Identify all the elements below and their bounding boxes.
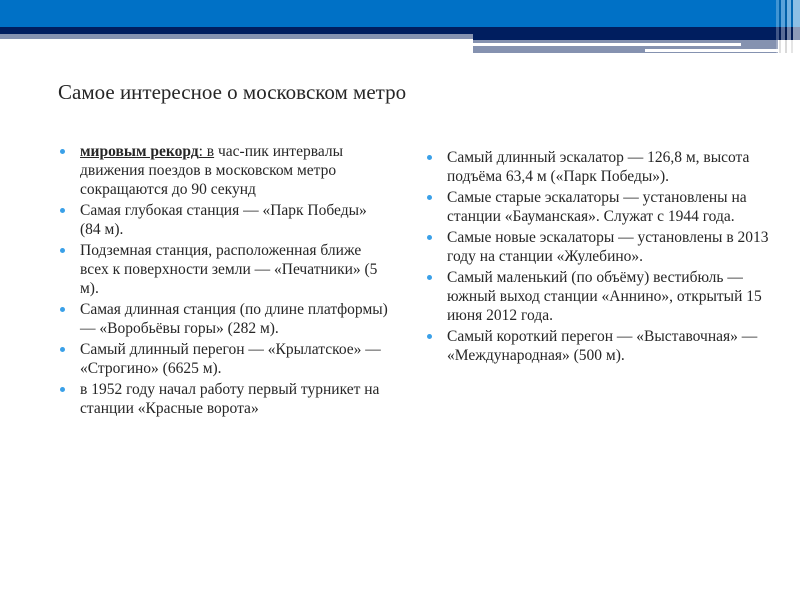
item-text: Самый длинный перегон — «Крылатское» — «Строгино» (6625 м).: [80, 341, 381, 377]
header-bar-navy-right: [473, 27, 800, 40]
list-item: [425, 188, 770, 226]
list-item: [58, 340, 388, 378]
bullet-icon: [427, 334, 432, 339]
bullet-icon: [60, 248, 65, 253]
list-item: [425, 327, 770, 365]
bullet-icon: [427, 155, 432, 160]
item-text: Самый длинный эскалатор — 126,8 м, высота подъёма 63,4 м («Парк Победы»).: [447, 149, 750, 185]
underlined-text: : в: [198, 143, 215, 160]
header-bar-blue: [0, 0, 800, 27]
bullet-icon: [427, 275, 432, 280]
item-text: Самые старые эскалаторы — установлены на станции «Бауманская». Служат с 1944 года.: [447, 189, 747, 225]
header-bar-gray-left: [0, 34, 473, 39]
list-item: [425, 268, 770, 325]
item-text: Самые новые эскалаторы — установлены в 2013 году на станции «Жулебино».: [447, 229, 769, 265]
record-label: мировым рекорд: [80, 143, 199, 160]
header-edge-stripes: [776, 0, 800, 53]
list-item: [58, 300, 388, 338]
header-bar-navy-left: [0, 27, 473, 34]
list-item: [58, 201, 388, 239]
bullet-icon: [427, 235, 432, 240]
bullet-icon: [427, 195, 432, 200]
list-item: [58, 142, 388, 199]
bullet-icon: [60, 387, 65, 392]
bullet-icon: [60, 347, 65, 352]
header-white-line-lower: [645, 49, 785, 52]
item-text: Подземная станция, расположенная ближе всех к поверхности земли — «Печатники» (5 м).: [80, 242, 378, 297]
item-text: Самая длинная станция (по длине платформы) — «Воробьёвы горы» (282 м).: [80, 301, 388, 337]
bullet-icon: [60, 208, 65, 213]
left-bullet-list: [58, 142, 388, 420]
item-text: в 1952 году начал работу первый турникет на станции «Красные ворота»: [80, 381, 380, 417]
list-item: [425, 148, 770, 186]
item-text: Самый короткий перегон — «Выставочная» — «Международная» (500 м).: [447, 328, 758, 364]
right-bullet-list: [425, 148, 770, 367]
bullet-icon: [60, 307, 65, 312]
list-item: [58, 380, 388, 418]
slide-title: Самое интересное о московском метро: [58, 80, 407, 104]
item-text: час-пик интервалы движения поездов в московском метро сокращаются до 90 секунд: [80, 143, 343, 198]
header-white-line: [473, 43, 741, 46]
item-text: Самая глубокая станция — «Парк Победы» (84 м).: [80, 202, 367, 238]
list-item: [58, 241, 388, 298]
list-item: [425, 228, 770, 266]
bullet-icon: [60, 149, 65, 154]
item-text: Самый маленький (по объёму) вестибюль — южный выход станции «Аннино», открытый 15 июня 2012 года.: [447, 269, 762, 324]
